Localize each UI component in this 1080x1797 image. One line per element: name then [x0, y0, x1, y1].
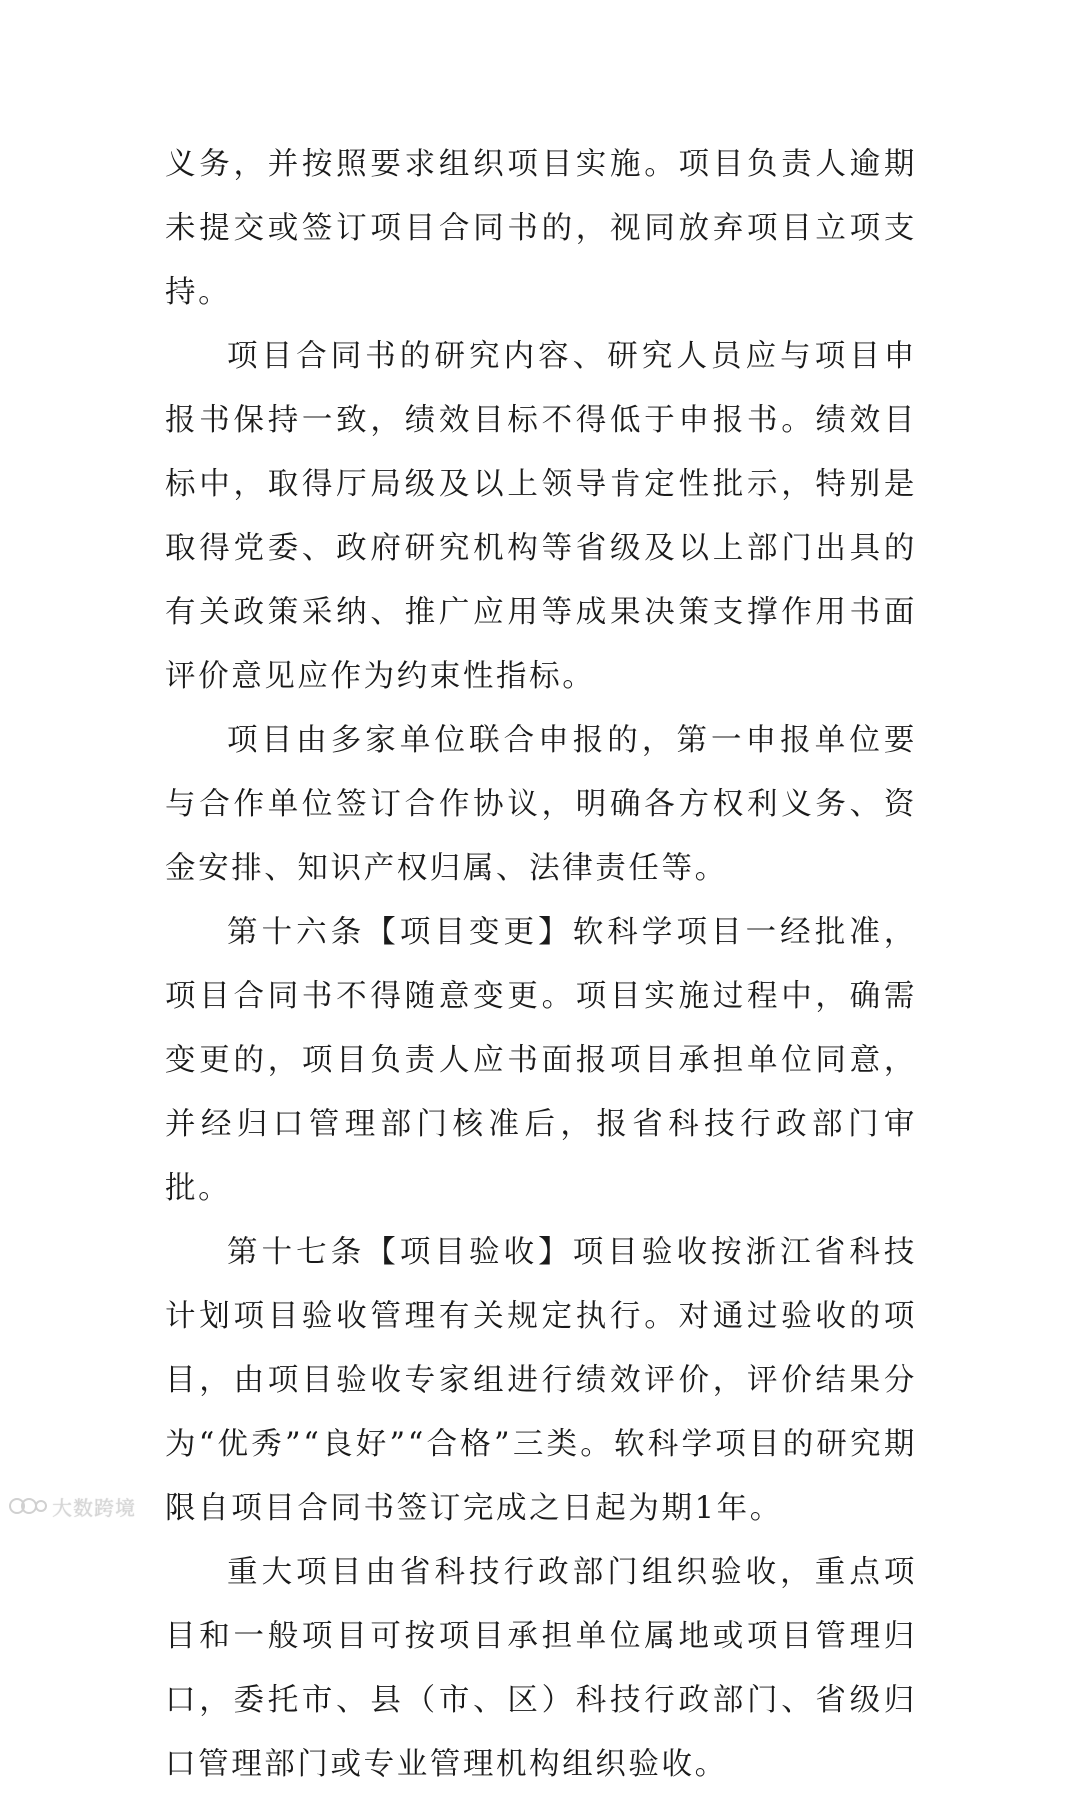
document-body [165, 133, 917, 1797]
paragraph-acceptance: 重大项目由省科技行政部门组织验收，重点项目和一般项目可按项目承担单位属地或项目管理归口，委托市、县（市、区）科技行政部门、省级归口管理部门或专业管理机构组织验收。 [165, 1555, 917, 1782]
paragraph-continued: 义务，并按照要求组织项目实施。项目负责人逾期未提交或签订项目合同书的，视同放弃项目立项支持。 [165, 147, 917, 310]
paragraph-joint-application: 项目由多家单位联合申报的，第一申报单位要与合作单位签订合作协议，明确各方权利义务、资金安排、知识产权归属、法律责任等。 [165, 723, 917, 886]
paragraph-contract-content: 项目合同书的研究内容、研究人员应与项目申报书保持一致，绩效目标不得低于申报书。绩效目标中，取得厅局级及以上领导肯定性批示，特别是取得党委、政府研究机构等省级及以上部门出具的有关政策采纳、推广应用等成果决策支撑作用书面评价意见应作为约束性指标。 [165, 339, 917, 694]
watermark [8, 1491, 136, 1521]
watermark-text: 大数跨境 [52, 1495, 136, 1520]
paragraph-article-16: 第十六条【项目变更】软科学项目一经批准，项目合同书不得随意变更。项目实施过程中，确需变更的，项目负责人应书面报项目承担单位同意，并经归口管理部门核准后，报省科技行政部门审批。 [165, 915, 917, 1206]
brand-logo-icon [8, 1494, 48, 1518]
paragraph-article-17: 第十七条【项目验收】项目验收按浙江省科技计划项目验收管理有关规定执行。对通过验收的项目，由项目验收专家组进行绩效评价，评价结果分为“优秀”“良好”“合格”三类。软科学项目的研究期限自项目合同书签订完成之日起为期1年。 [165, 1235, 917, 1526]
